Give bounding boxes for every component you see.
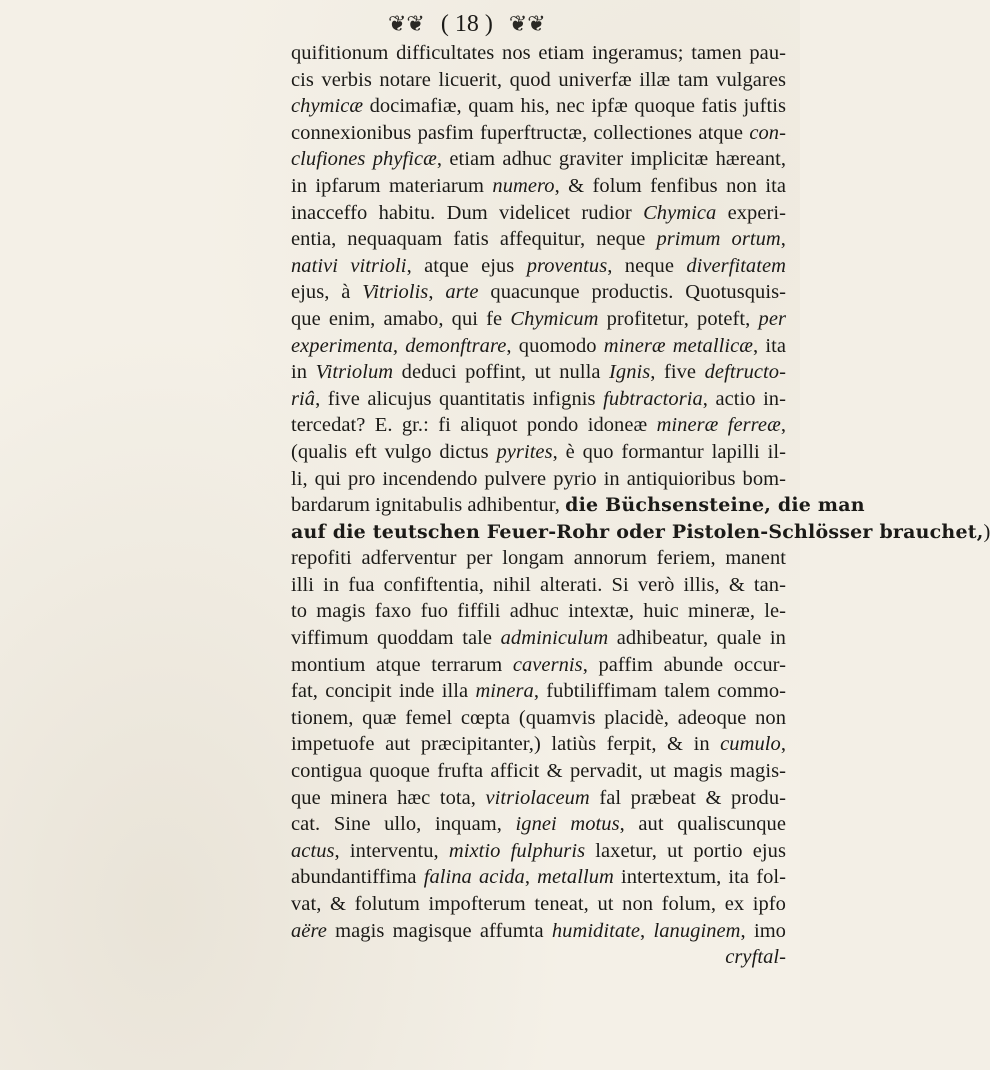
italic-phrase: mineræ metallicæ xyxy=(603,334,753,357)
italic-phrase: mixtio fulphuris xyxy=(448,839,586,862)
text-run: , xyxy=(780,733,786,756)
italic-phrase: metallum xyxy=(537,866,614,889)
text-run: (qualis eft vulgo dictus xyxy=(291,440,497,463)
body-text xyxy=(291,40,990,971)
italic-phrase: clufiones phyficæ xyxy=(291,148,437,171)
text-line xyxy=(291,758,786,785)
italic-phrase: vitriolaceum xyxy=(485,786,590,809)
text-run: cis verbis notare licuerit, quod univerfæ illæ tam vulgares xyxy=(291,68,786,91)
text-run: in ipfarum materiarum xyxy=(291,174,493,197)
italic-phrase: fubtractoria xyxy=(603,387,703,410)
page-number: ( 18 ) xyxy=(440,11,493,38)
text-run: tionem, quæ femel cœpta (quamvis placidè, adeoque non xyxy=(291,706,786,729)
text-line xyxy=(291,918,786,945)
german-phrase: die Büchsensteine, die man xyxy=(565,494,865,517)
text-run: , etiam adhuc graviter implicitæ hæreant, xyxy=(436,148,786,171)
text-line xyxy=(291,333,786,360)
text-run: , actio in- xyxy=(702,387,786,410)
italic-phrase: Ignis xyxy=(609,361,651,384)
text-line xyxy=(291,93,786,120)
text-run: , atque ejus xyxy=(406,254,527,277)
text-run: repofiti adferventur per longam annorum feriem, manent xyxy=(291,547,786,570)
left-ornament-icon: ❦❦ xyxy=(388,11,425,37)
text-run: vat, & folutum impofterum teneat, ut non folum, ex ipfo xyxy=(291,893,786,915)
text-run: li, qui pro incendendo pulvere pyrio in antiquioribus bom- xyxy=(291,467,786,490)
text-run: ejus, à xyxy=(291,281,363,304)
text-run: fat, concipit inde illa xyxy=(291,680,476,703)
text-line xyxy=(291,359,786,386)
text-run: entia, nequaquam fatis affequitur, neque xyxy=(291,228,657,251)
italic-phrase: per xyxy=(758,307,786,330)
italic-phrase: aëre xyxy=(291,919,327,942)
text-line xyxy=(291,200,786,227)
text-run: , xyxy=(780,228,786,251)
text-run: , fubtiliffimam talem commo- xyxy=(533,680,787,703)
text-run: intertextum, ita fol- xyxy=(613,866,786,889)
text-run: quifitionum difficultates nos etiam ingeramus; tamen pau- xyxy=(291,42,786,64)
text-line xyxy=(291,226,786,253)
italic-phrase: falina acida xyxy=(423,866,525,889)
text-line xyxy=(291,625,786,652)
text-run: deduci poffint, ut nulla xyxy=(393,361,610,384)
italic-phrase: proventus xyxy=(526,254,608,277)
text-line xyxy=(291,545,786,572)
text-run: , quomodo xyxy=(506,334,604,357)
text-run: , xyxy=(780,414,786,437)
text-line xyxy=(291,40,786,67)
text-run: que enim, amabo, qui fe xyxy=(291,307,511,330)
text-run: illi in fua confiftentia, nihil alterati. Si verò illis, & tan- xyxy=(291,573,786,596)
italic-phrase: ignei motus xyxy=(515,813,620,836)
italic-phrase: deftructo- xyxy=(704,361,786,384)
italic-phrase: Vitriolis xyxy=(362,281,429,304)
text-run: experi- xyxy=(716,201,786,224)
italic-phrase: humiditate xyxy=(551,919,641,942)
text-run: adhibeatur, quale in xyxy=(608,627,786,650)
text-line xyxy=(291,279,786,306)
text-run: to magis faxo fuo fiffili adhuc intextæ, huic mineræ, le- xyxy=(291,600,786,623)
text-line xyxy=(291,891,786,918)
italic-phrase: Chymicum xyxy=(510,307,599,330)
text-run: in xyxy=(291,361,316,384)
text-run: bardarum ignitabulis adhibentur, xyxy=(291,494,566,517)
text-line xyxy=(291,146,786,173)
italic-phrase: nativi vitrioli xyxy=(291,254,407,277)
italic-phrase: arte xyxy=(445,281,479,304)
text-run: que minera hæc tota, xyxy=(291,786,486,809)
text-run: contigua quoque frufta afficit & pervadit, ut magis magis- xyxy=(291,760,786,783)
text-run: abundantiffima xyxy=(291,866,424,889)
italic-phrase: riâ xyxy=(291,387,316,410)
text-line xyxy=(291,519,990,546)
text-run: , five alicujus quantitatis infignis xyxy=(315,387,604,410)
italic-phrase: mineræ ferreæ xyxy=(656,414,781,437)
right-ornament-icon: ❦❦ xyxy=(508,11,546,37)
text-line xyxy=(291,492,865,519)
italic-phrase: diverfitatem xyxy=(686,254,786,277)
italic-phrase: con- xyxy=(749,121,786,144)
text-line xyxy=(291,466,786,493)
italic-phrase: chymicæ xyxy=(291,95,364,118)
italic-phrase: minera xyxy=(475,680,534,703)
text-run: docimafiæ, quam his, nec ipfæ quoque fatis juftis xyxy=(363,95,786,118)
german-phrase: auf die teutschen Feuer-Rohr oder Pistolen-Schlösser brauchet, xyxy=(291,520,984,543)
text-line xyxy=(291,173,786,200)
italic-phrase: adminiculum xyxy=(500,627,609,650)
text-line xyxy=(291,572,786,599)
text-line xyxy=(291,253,786,280)
italic-phrase: Chymica xyxy=(643,201,717,224)
text-line xyxy=(291,678,786,705)
text-run: connexionibus pasfim fuperftructæ, collectiones atque xyxy=(291,121,750,144)
text-line xyxy=(291,838,786,865)
text-line xyxy=(291,705,786,732)
text-run: quacunque productis. Quotusquis- xyxy=(478,281,786,304)
text-run: , xyxy=(428,281,446,304)
text-run: , neque xyxy=(607,254,687,277)
text-run: viffimum quoddam tale xyxy=(291,627,501,650)
text-line xyxy=(291,811,786,838)
text-run: magis magisque affumta xyxy=(326,919,552,942)
text-line xyxy=(291,731,786,758)
text-run: , & folum fenfibus non ita xyxy=(554,174,786,197)
text-run: , aut qualiscunque xyxy=(619,813,786,836)
text-line xyxy=(291,67,786,94)
text-line xyxy=(291,120,786,147)
italic-phrase: numero xyxy=(492,174,555,197)
italic-phrase: cavernis xyxy=(512,653,583,676)
italic-phrase: primum ortum xyxy=(656,228,781,251)
text-run: , xyxy=(640,919,654,942)
running-header xyxy=(388,6,648,40)
italic-phrase: experimenta, demonftrare xyxy=(291,334,507,357)
text-run: tercedat? E. gr.: fi aliquot pondo idoneæ xyxy=(291,414,657,437)
text-line xyxy=(291,386,786,413)
text-line xyxy=(291,864,786,891)
text-run: fal præbeat & produ- xyxy=(589,786,786,809)
text-run: , paffim abunde occur- xyxy=(582,653,786,676)
text-line xyxy=(291,306,786,333)
text-line xyxy=(291,944,786,971)
text-line xyxy=(291,412,786,439)
text-run: , interventu, xyxy=(334,839,449,862)
italic-phrase: cryftal- xyxy=(725,946,786,969)
italic-phrase: cumulo xyxy=(720,733,781,756)
text-line xyxy=(291,598,786,625)
text-run: , five xyxy=(650,361,705,384)
text-run: laxetur, ut portio ejus xyxy=(585,839,786,862)
italic-phrase: lanuginem xyxy=(653,919,741,942)
text-run: cat. Sine ullo, inquam, xyxy=(291,813,516,836)
text-run: impetuofe aut præcipitanter,) latiùs ferpit, & in xyxy=(291,733,721,756)
italic-phrase: pyrites xyxy=(496,440,553,463)
text-run: , xyxy=(524,866,538,889)
text-run: , ita xyxy=(752,334,786,357)
text-line xyxy=(291,652,786,679)
text-run: profitetur, poteft, xyxy=(598,307,759,330)
text-run: inacceffo habitu. Dum videlicet rudior xyxy=(291,201,644,224)
text-line xyxy=(291,439,786,466)
text-line xyxy=(291,785,786,812)
text-run: montium atque terrarum xyxy=(291,653,513,676)
italic-phrase: actus xyxy=(291,839,335,862)
text-run: , imo xyxy=(740,919,786,942)
italic-phrase: Vitriolum xyxy=(315,361,394,384)
text-run: , è quo formantur lapilli il- xyxy=(552,440,786,463)
text-run: ) xyxy=(983,520,990,543)
